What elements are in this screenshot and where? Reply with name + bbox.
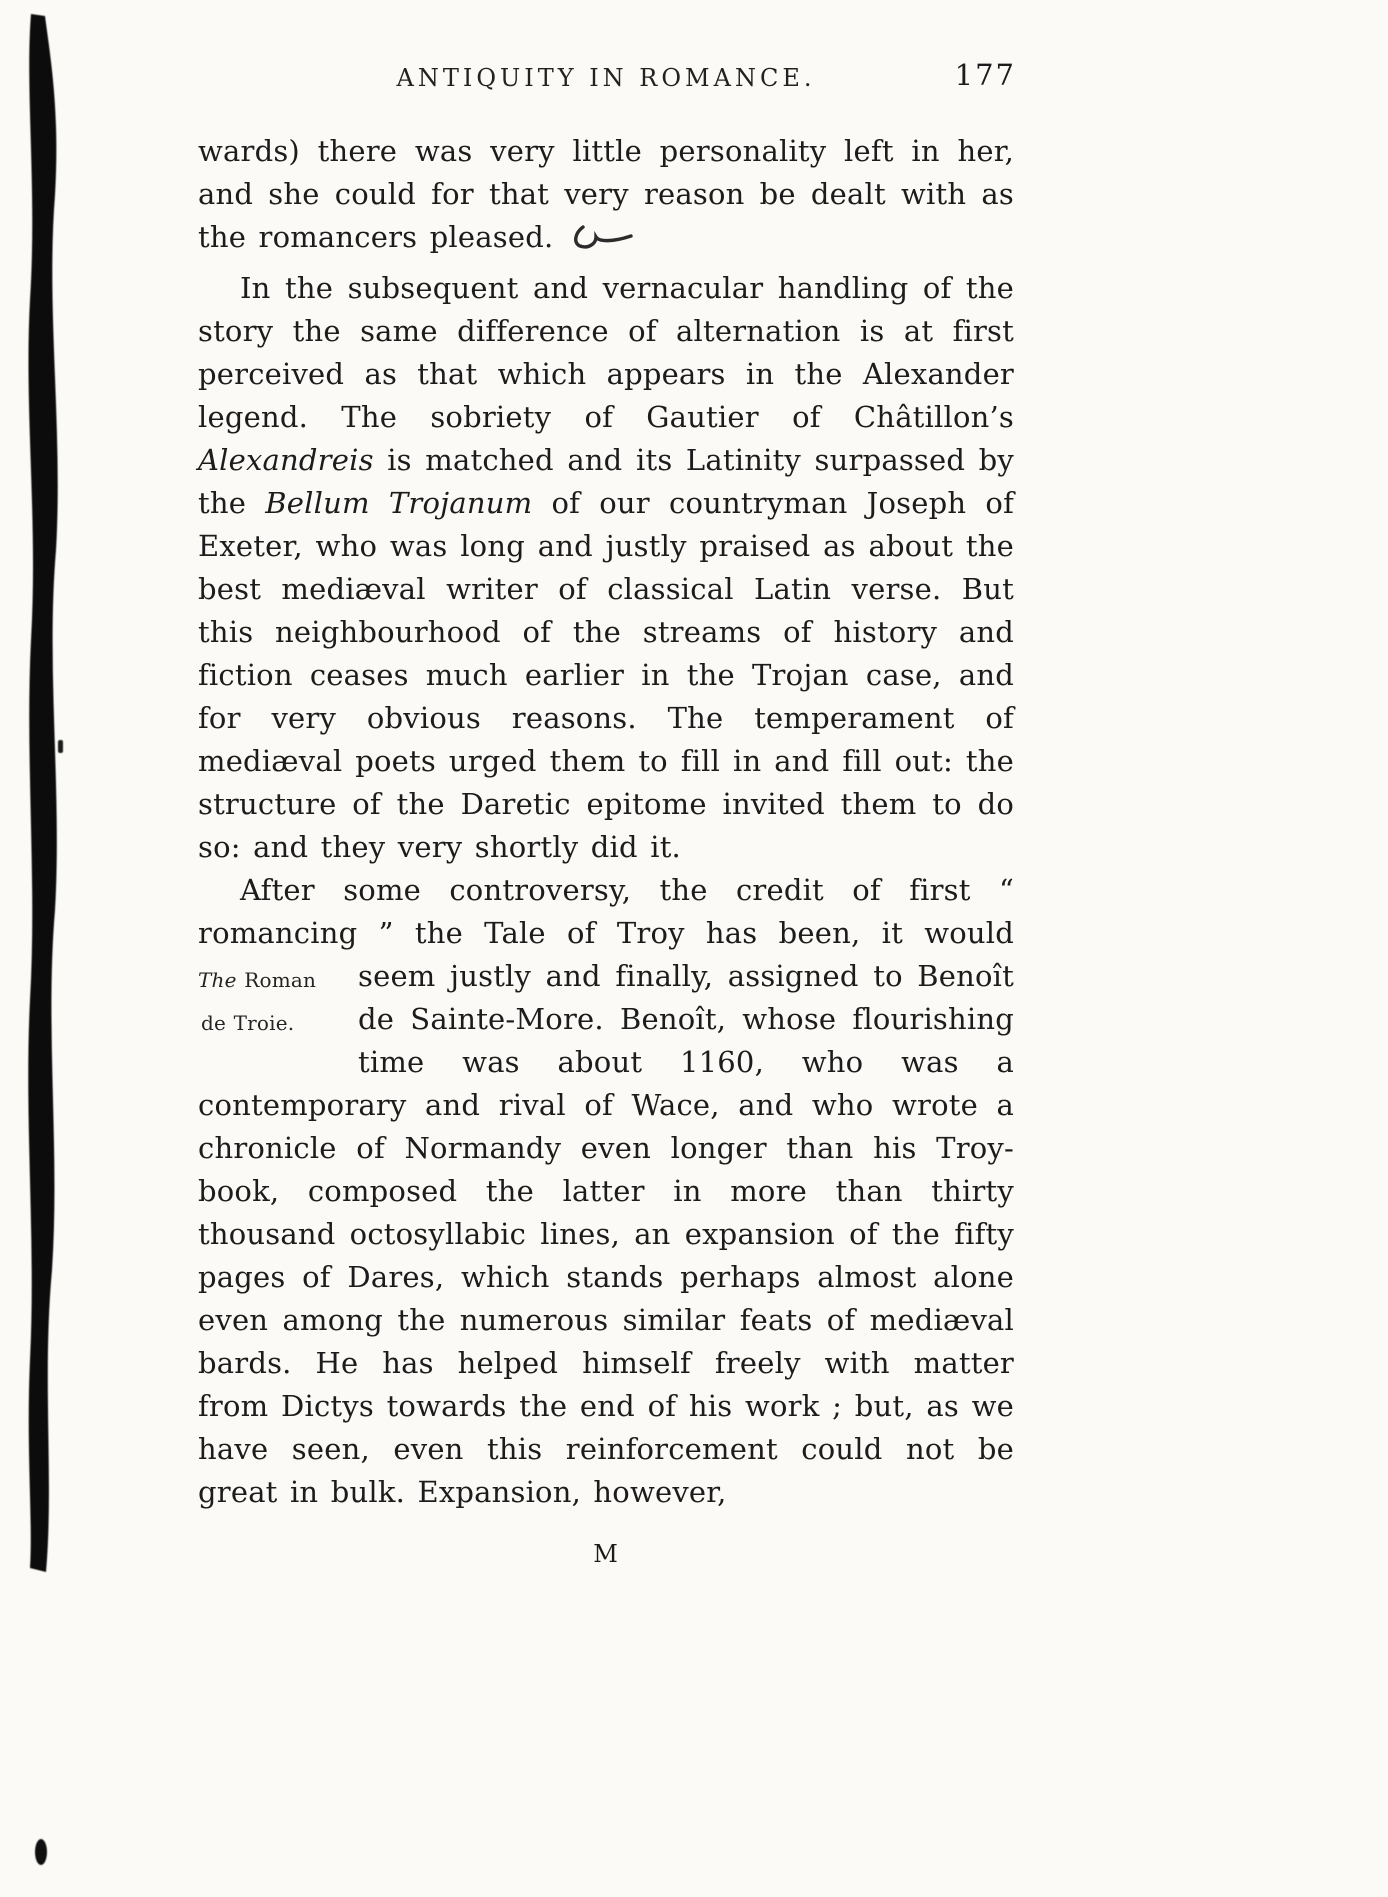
handwritten-flourish-icon [569,221,635,267]
signature-mark: M [593,1540,619,1568]
text-run: of our countryman Joseph of Exeter, who was long and justly praised as about the best mediæval writer of classical Latin verse. But this neighbourhood of the streams of history and fiction ceases much earlier in the Trojan case, and for very obvious reasons. The temperament of mediæval poets urged them to fill in and fill out: the structure of the Daretic epitome invited them to do so: and they very shortly did it. [198,486,1015,864]
text-run: In the subsequent and vernacular handling of the story the same difference of alternation is at first perceived as that which appears in the Alexander legend. The sobriety of Gautier of Châtillon’s [198,271,1014,434]
margin-note-line [198,1002,348,1045]
page-number: 177 [954,58,1016,92]
text-run: After some controversy, the credit of first “ romancing ” the Tale of Troy has been, it would seem justly [198,873,1014,993]
text-run: is matched and its Latinity surpassed by the [198,443,1014,520]
text-run: Roman [244,968,317,992]
body-text [198,130,1014,1514]
text-run: wards) there was very little personality left in her, and she could for that very reason be dealt with as the romancers pleased. [198,134,1014,254]
text-block [198,56,1014,1568]
paragraph-2 [198,267,1014,869]
italic-text: Alexandreis [198,443,374,477]
text-run: de Troie. [201,1011,295,1035]
ink-speck [58,740,63,753]
italic-text: The [198,968,245,992]
italic-text: Bellum Trojanum [265,486,533,520]
running-title: ANTIQUITY IN ROMANCE. [396,64,816,92]
paragraph-3 [198,869,1014,1514]
page-header [198,56,1014,102]
margin-note-line [198,959,348,1002]
margin-note [198,959,348,1045]
paragraph-1 [198,130,1014,267]
text-run: and finally, assigned to Benoît de Sainte-More. Benoît, whose flourishing time was about 1160, who was a contemporary and rival of Wace, and who wrote a chronicle of Normandy even longer than his Troy-book, composed the latter in more than thirty thousand octosyllabic lines, an expansion of the fifty pages of Dares, which stands perhaps almost alone even among the numerous similar feats of mediæval bards. He has helped himself freely with matter from Dictys towards the end of his work ; but, as we have seen, even this reinforcement could not be great in bulk. Expansion, however, [198,959,1015,1509]
binding-shadow [0,0,90,1897]
ink-speck [35,1839,47,1865]
